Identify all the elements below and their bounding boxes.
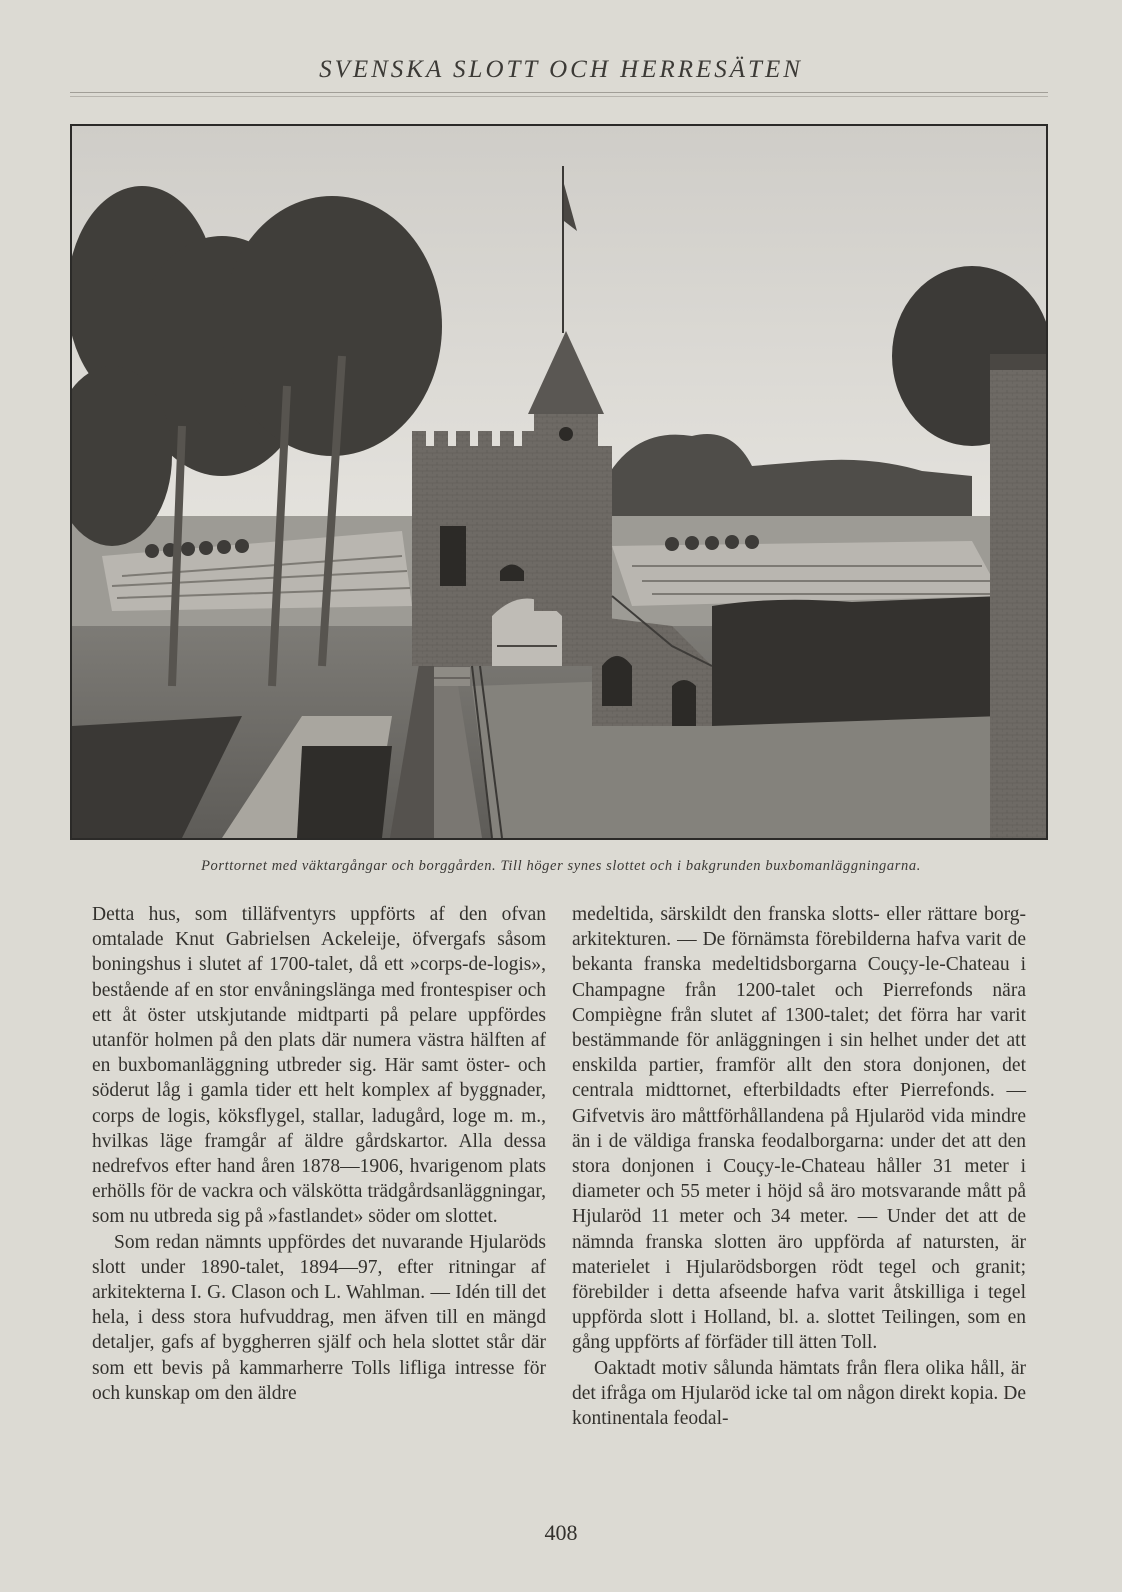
paragraph: Detta hus, som tilläfventyrs uppförts af den ofvan omtalade Knut Gabrielsen Ackeleije, öfvergafs såsom boningshus i slutet af 1700-talet, då ett »corps-de-logis», bestående af en stor envåningslänga med frontespiser och ett åt öster utskjutande midtparti på pelare uppfördes utanför holmen på den plats där numera västra hälften af en buxbomanläggning utbreder sig. Här samt öster- och söderut låg i gamla tider ett helt komplex af byggnader, corps de logis, köksflygel, stallar, ladugård, loge m. m., hvilkas läge framgår af äldre gårdskartor. Alla dessa nedrefvos efter hand åren 1878—1906, hvarigenom plats erhölls för de vackra och välskötta trädgårdsanläggningar, som nu utbreda sig på »fastlandet» söder om slottet. (92, 904, 546, 1228)
running-title: SVENSKA SLOTT OCH HERRESÄTEN (319, 56, 803, 83)
gate-tower-photograph (70, 124, 1048, 840)
page-number: 408 (544, 1520, 578, 1545)
header-rule (70, 92, 1048, 97)
photo-caption: Porttornet med väktargångar och borggården. Till höger synes slottet och i bakgrunden buxbomanläggningarna. (201, 858, 921, 874)
paragraph: Oaktadt motiv sålunda hämtats från flera olika håll, är det ifråga om Hjularöd icke tal om någon direkt kopia. De kontinentala feodal- (572, 1357, 1026, 1430)
right-text-column (572, 902, 1026, 1431)
paragraph: Som redan nämnts uppfördes det nuvarande Hjularöds slott under 1890-talet, 1894—97, efter ritningar af arkitekterna I. G. Clason och L. Wahlman. — Idén till det hela, i dess stora hufvuddrag, men äfven till en mängd detaljer, gafs af byggherren själf och hela slottet står där som ett bevis på kammarherre Tolls lifliga intresse för och kunskap om den äldre (92, 1231, 546, 1404)
paragraph: medeltida, särskildt den franska slotts- eller rättare borg-arkitekturen. — De förnämsta förebilderna hafva varit de bekanta franska medeltidsborgarna Couçy-le-Chateau i Champagne från 1200-talet och Pierrefonds nära Compiègne från slutet af 1300-talet; det förra har varit bestämmande för anläggningen i sin helhet under det att enskilda partier, framför allt den stora donjonen, det centrala midttornet, efterbildadts efter Pierrefonds. — Gifvetvis äro måttförhållandena på Hjularöd vida mindre än i de väldiga franska feodalborgarna: under det att den stora donjonen i Couçy-le-Chateau håller 31 meter i diameter och 55 meter i höjd så äro motsvarande mått på Hjularöd 11 meter och 34 meter. — Under det att de nämnda franska slotten äro uppförda af natursten, är materielet i Hjularödsborgen rödt tegel och granit; förebilder i detta afseende hafva varit åtskilliga i tegel uppförda slott i Holland, bl. a. slottet Teilingen, som en gång uppförts af förfäder till ätten Toll. (572, 904, 1026, 1354)
left-text-column (92, 902, 546, 1406)
